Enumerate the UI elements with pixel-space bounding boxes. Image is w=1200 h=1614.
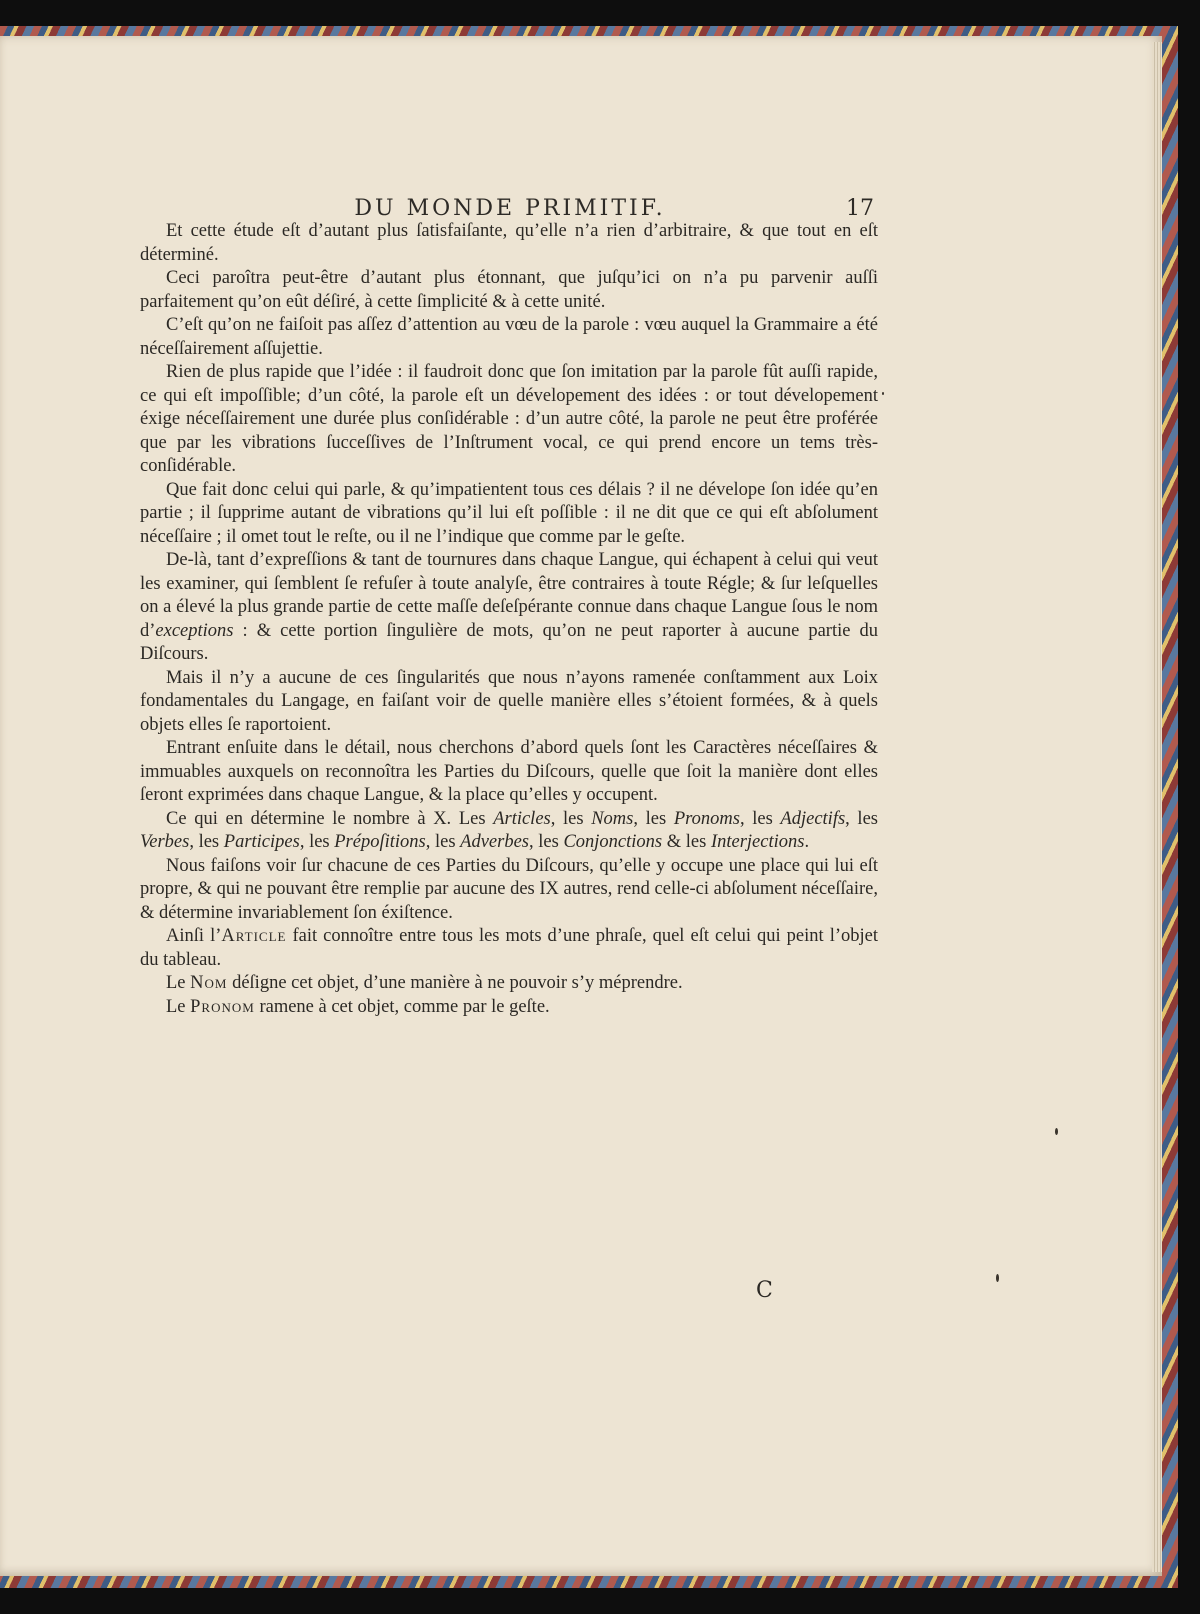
paragraph-text: Ce qui en détermine le nombre à X. Les	[166, 808, 494, 829]
small-caps-term: Nom	[190, 973, 228, 993]
paper-speck	[996, 1274, 999, 1282]
paragraph: Que fait donc celui qui parle, & qu’impatientent tous ces délais ? il ne dévelope ſon idée qu’en partie ; il ſupprime autant de vibrations qu’il lui eſt poſſible : il ne dit que ce qui eſt abſolument néceſſaire ; il omet tout le reſte, ou il ne l’indique que comme par le geſte.	[140, 479, 878, 547]
part-of-speech: Verbes	[140, 832, 190, 852]
paragraph-text: fait connoître entre tous les mots d’une phraſe, quel eſt celui qui peint l’objet du tableau.	[140, 926, 878, 970]
paragraph: Rien de plus rapide que l’idée : il faudroit donc que ſon imitation par la parole fût auſſi rapide, ce qui eſt impoſſible; d’un côté, la parole eſt un dévelopement des idées : or tout dévelopement éxige néceſſairement une durée plus conſidérable : d’un autre côté, la parole ne peut être proférée que par les vibrations ſucceſſives de l’Inſtrument vocal, ce qui prend encore un tems très-conſidérable.	[140, 362, 878, 476]
paragraph-text: ramene à cet objet, comme par le geſte.	[254, 996, 550, 1017]
part-of-speech: Pronoms	[673, 808, 740, 829]
body-text	[140, 220, 878, 1019]
paragraph-text: : & cette portion ſingulière de mots, qu’on ne peut raporter à aucune partie du Diſcours.	[140, 620, 878, 664]
paragraph: Ce qui en détermine le nombre à X. Les Articles, les Noms, les Pronoms, les Adjectifs, les Verbes, les Participes, les Prépoſitions, les Adverbes, les Conjonctions & les Interjections.	[140, 808, 878, 852]
running-title: DU MONDE PRIMITIF.	[354, 196, 666, 221]
part-of-speech: Conjonctions	[563, 832, 663, 852]
paragraph: Mais il n’y a aucune de ces ſingularités que nous n’ayons ramenée conſtamment aux Loix fondamentales du Langage, en faiſant voir de quelle manière elles s’étoient formées, & à quels objets elles ſe raportoient.	[140, 667, 878, 735]
italic-term: exceptions	[155, 620, 234, 641]
paragraph: Nous faiſons voir ſur chacune de ces Parties du Diſcours, qu’elle y occupe une place qui lui eſt propre, & qui ne pouvant être remplie par aucune des IX autres, rend celle-ci abſolument néceſſaire, & détermine invariablement ſon éxiſtence.	[140, 855, 878, 923]
part-of-speech: Noms	[591, 808, 634, 829]
paragraph	[140, 996, 878, 1020]
paragraph-text: De-là, tant d’expreſſions & tant de tournures dans chaque Langue, qui échapent à celui qui veut les examiner, qui ſemblent ſe refuſer à toute analyſe, être contraires à toute Régle; & ſur leſquelles on a élevé la plus grande partie de cette maſſe deſeſpérante connue dans chaque Langue ſous le nom d’	[140, 550, 878, 641]
part-of-speech: Interjections	[710, 832, 805, 852]
part-of-speech: Articles	[493, 808, 551, 829]
part-of-speech: Adjectifs	[780, 808, 846, 829]
paragraph-text: Le	[166, 973, 191, 993]
paper-speck	[882, 392, 884, 395]
part-of-speech: Adverbes	[460, 832, 530, 852]
paper-speck	[1055, 1128, 1058, 1135]
paragraph: Ceci paroîtra peut-être d’autant plus étonnant, que juſqu’ici on n’a pu parvenir auſſi parfaitement qu’on eût déſiré, à cette ſimplicité & à cette unité.	[140, 268, 878, 312]
paragraph	[140, 925, 878, 972]
paragraph	[140, 549, 878, 667]
small-caps-term: Article	[221, 926, 287, 946]
part-of-speech: Participes	[223, 832, 300, 852]
paragraph: Et cette étude eſt d’autant plus ſatisfaiſante, qu’elle n’a rien d’arbitraire, & que tout en eſt déterminé.	[140, 221, 878, 265]
paragraph-text: déſigne cet objet, d’une manière à ne pouvoir s’y méprendre.	[227, 973, 683, 993]
paragraph: Entrant enſuite dans le détail, nous cherchons d’abord quels ſont les Caractères néceſſaires & immuables auxquels on reconnoîtra les Parties du Diſcours, quelle que ſoit la manière dont elles ſeront exprimées dans chaque Langue, & la place qu’elles y occupent.	[140, 738, 878, 805]
paragraph: C’eſt qu’on ne faiſoit pas aſſez d’attention au vœu de la parole : vœu auquel la Grammaire a été néceſſairement aſſujettie.	[140, 315, 878, 359]
paragraph	[140, 972, 878, 996]
paragraph-text: Le	[166, 996, 191, 1017]
signature-mark: C	[756, 1278, 773, 1303]
page-number: 17	[846, 196, 874, 221]
part-of-speech: Prépoſitions	[334, 832, 426, 852]
page-edges	[1152, 42, 1162, 1572]
small-caps-term: Pronom	[190, 996, 255, 1017]
paragraph-text: Ainſi l’	[166, 926, 222, 946]
